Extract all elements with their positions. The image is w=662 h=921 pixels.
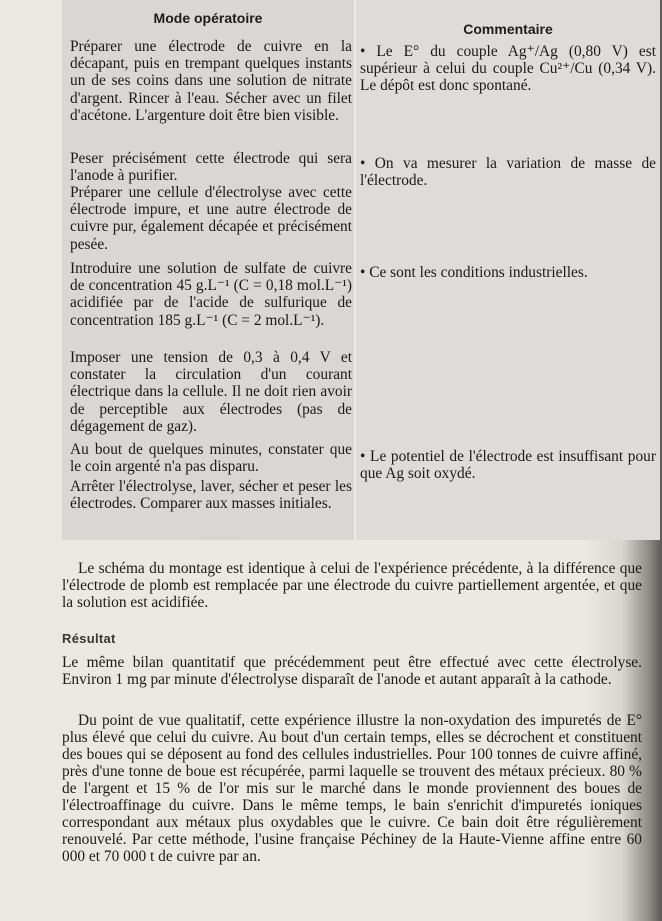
procedure-header: Mode opératoire	[153, 10, 263, 26]
result-paragraph: Le même bilan quantitatif que précédemment peut être effectué avec cette électrolyse. Environ 1 mg par minute d'électrolyse disparaît de l'anode et autant apparaît à la cathode.	[62, 654, 642, 688]
comment-item: • Le potentiel de l'électrode est insuffisant pour que Ag soit oxydé.	[360, 448, 656, 483]
comment-column	[356, 0, 660, 540]
procedure-column	[62, 0, 354, 540]
comment-item: • Le E° du couple Ag⁺/Ag (0,80 V) est supérieur à celui du couple Cu²⁺/Cu (0,34 V). Le dépôt est donc spontané.	[360, 43, 656, 95]
intro-paragraph: Le schéma du montage est identique à celui de l'expérience précédente, à la différence que l'électrode de plomb est remplacée par une électrode du cuivre partiellement argentée, et que la solution est acidifiée.	[62, 560, 642, 611]
comment-item: • On va mesurer la variation de masse de l'électrode.	[360, 155, 656, 190]
comment-item: • Ce sont les conditions industrielles.	[360, 264, 588, 281]
comment-header: Commentaire	[463, 21, 553, 37]
result-paragraph: Du point de vue qualitatif, cette expérience illustre la non-oxydation des impuretés de E° plus élevé que celui du cuivre. Au bout d'un certain temps, elles se décrochent et constituent des boues qui se déposent au fond des cellules industrielles. Pour 100 tonnes de cuivre affiné, près d'une tonne de boue est récupérée, parmi laquelle se trouvent des métaux précieux. 80 % de l'argent et 15 % de l'or mis sur le marché dans le monde proviennent des boues de l'électroaffinage du cuivre. Dans le même temps, le bain s'enrichit d'impuretés ioniques correspondant aux métaux plus oxydables que le cuivre. Ce bain doit être régulièrement renouvelé. Par cette méthode, l'usine française Péchiney de la Haute-Vienne affine entre 60 000 et 70 000 t de cuivre par an.	[62, 712, 642, 865]
procedure-step: Imposer une tension de 0,3 à 0,4 V et constater la circulation d'un courant électrique dans la cellule. Il ne doit rien avoir de perceptible aux électrodes (pas de dégagement de gaz).	[70, 349, 352, 435]
result-heading: Résultat	[62, 631, 116, 646]
procedure-step: Au bout de quelques minutes, constater que le coin argenté n'a pas disparu.	[70, 441, 352, 476]
procedure-step: Peser précisément cette électrode qui sera l'anode à purifier.	[70, 150, 352, 185]
procedure-step: Préparer une cellule d'électrolyse avec cette électrode impure, et une autre électrode de cuivre pur, également décapée et précisément pesée.	[70, 184, 352, 253]
procedure-table	[62, 0, 660, 540]
procedure-step: Préparer une électrode de cuivre en la décapant, puis en trempant quelques instants un de ses coins dans une solution de nitrate d'argent. Rincer à l'eau. Sécher avec un filet d'acétone. L'argenture doit être bien visible.	[70, 38, 352, 124]
procedure-step: Introduire une solution de sulfate de cuivre de concentration 45 g.L⁻¹ (C = 0,18 mol.L⁻¹) acidifiée par de l'acide de sulfurique de concentration 185 g.L⁻¹ (C = 2 mol.L⁻¹).	[70, 260, 352, 329]
procedure-step: Arrêter l'électrolyse, laver, sécher et peser les électrodes. Comparer aux masses initiales.	[70, 478, 352, 513]
